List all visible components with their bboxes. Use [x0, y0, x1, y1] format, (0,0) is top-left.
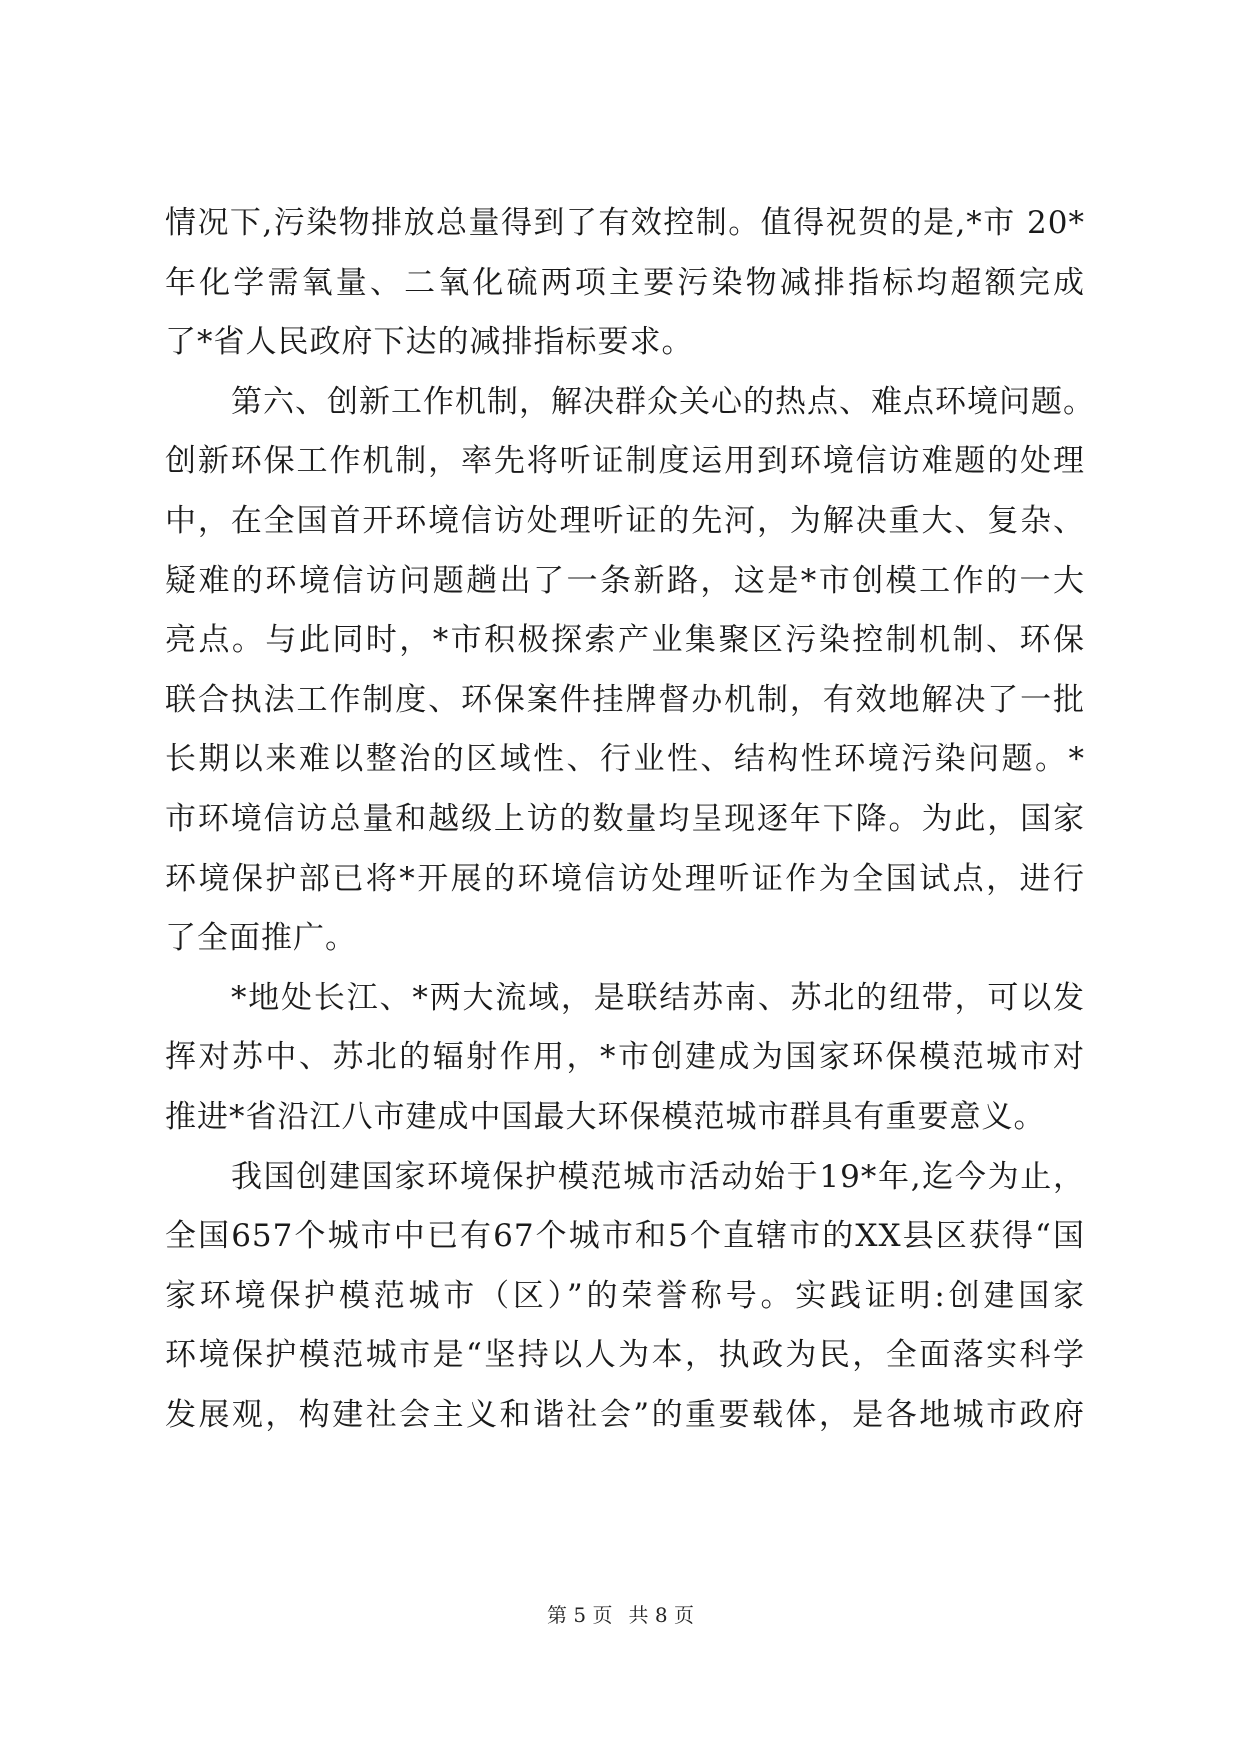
text-line: 疑难的环境信访问题趟出了一条新路，这是*市创模工作的一大 — [165, 562, 1085, 599]
text-line: 了全面推广。 — [165, 920, 357, 957]
text-line: 家环境保护模范城市（区）”的荣誉称号。实践证明:创建国家 — [165, 1277, 1085, 1314]
page-total: 共 8 页 — [628, 1603, 694, 1627]
body-text — [165, 194, 1095, 1445]
text-line: 环境保护部已将*开展的环境信访处理听证作为全国试点，进行 — [165, 860, 1085, 897]
text-line: 情况下,污染物排放总量得到了有效控制。值得祝贺的是,*市 20* — [165, 205, 1085, 241]
text-line: 发展观，构建社会主义和谐社会”的重要载体，是各地城市政府 — [165, 1396, 1085, 1433]
text-line: 环境保护模范城市是“坚持以人为本，执政为民，全面落实科学 — [165, 1337, 1085, 1374]
text-line: 推进*省沿江八市建成中国最大环保模范城市群具有重要意义。 — [165, 1098, 1046, 1135]
text-line: 第六、创新工作机制，解决群众关心的热点、难点环境问题。 — [231, 383, 1095, 420]
text-line: 全国657个城市中已有67个城市和5个直辖市的XX县区获得“国 — [165, 1218, 1085, 1255]
text-line: *地处长江、*两大流域，是联结苏南、苏北的纽带，可以发 — [231, 979, 1085, 1016]
text-line: 创新环保工作机制，率先将听证制度运用到环境信访难题的处理 — [165, 443, 1085, 480]
text-line: 中，在全国首开环境信访处理听证的先河，为解决重大、复杂、 — [165, 502, 1085, 539]
text-line: 挥对苏中、苏北的辐射作用，*市创建成为国家环保模范城市对 — [165, 1039, 1085, 1076]
text-line: 我国创建国家环境保护模范城市活动始于19*年,迄今为止， — [231, 1158, 1085, 1195]
text-line: 联合执法工作制度、环保案件挂牌督办机制，有效地解决了一批 — [165, 681, 1085, 718]
text-line: 年化学需氧量、二氧化硫两项主要污染物减排指标均超额完成 — [165, 264, 1085, 301]
page-number: 第 5 页 — [547, 1603, 613, 1627]
page-footer — [0, 1601, 1241, 1629]
text-line: 市环境信访总量和越级上访的数量均呈现逐年下降。为此，国家 — [165, 800, 1085, 837]
text-line: 长期以来难以整治的区域性、行业性、结构性环境污染问题。* — [165, 741, 1085, 778]
text-line: 亮点。与此同时，*市积极探索产业集聚区污染控制机制、环保 — [165, 622, 1085, 659]
text-line: 了*省人民政府下达的减排指标要求。 — [165, 324, 694, 361]
